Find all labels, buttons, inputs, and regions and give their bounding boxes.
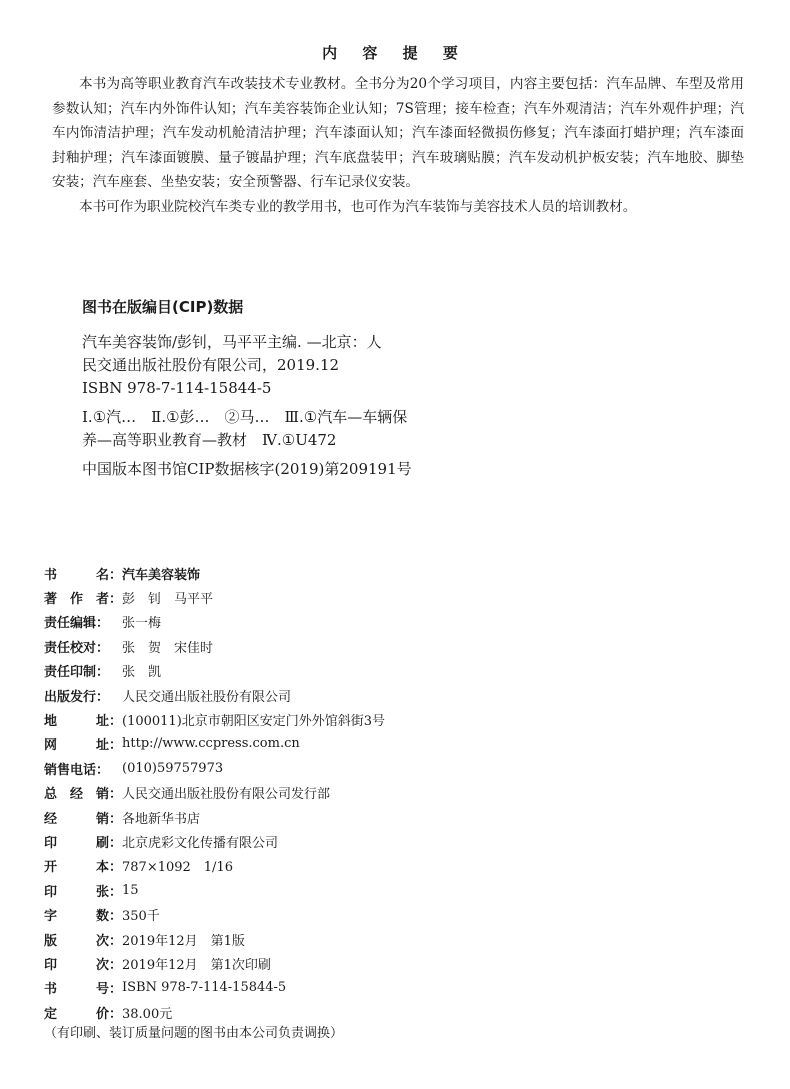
colophon-label-part: 销： (95, 787, 122, 803)
colophon-value: (010)59757973 (122, 760, 224, 776)
colophon-row (44, 756, 744, 780)
colophon-label-part: 价： (95, 1006, 122, 1022)
colophon-table (44, 561, 744, 1024)
colophon-label (44, 759, 122, 778)
colophon-row (44, 927, 744, 951)
colophon-label (44, 905, 122, 924)
colophon-label (44, 832, 122, 851)
colophon-label-part: 责任编辑： (44, 616, 110, 632)
colophon-label-part: 经 (44, 811, 58, 827)
summary-paragraph-2: 本书可作为职业院校汽车类专业的教学用书，也可作为汽车装饰与美容技术人员的培训教材。 (79, 198, 637, 215)
replacement-note: （有印刷、装订质量问题的图书由本公司负责调换） (44, 1026, 344, 1041)
colophon-value: 350千 (122, 909, 160, 925)
summary-title: 内 容 提 要 (322, 44, 468, 62)
colophon-label-part: 作 (69, 592, 83, 608)
colophon-label-part: 次： (95, 933, 122, 949)
cip-line-2: 民交通出版社股份有限公司，2019.12 (82, 356, 340, 374)
colophon-label-part: 张： (95, 884, 122, 900)
colophon-row (44, 902, 744, 926)
colophon-row (44, 683, 744, 707)
colophon-label-part: 书 (44, 982, 58, 998)
colophon-label-part: 者： (95, 592, 122, 608)
colophon-row (44, 854, 744, 878)
colophon-value: 张 凯 (122, 665, 162, 681)
cip-record-number: 中国版本图书馆CIP数据核字(2019)第209191号 (82, 460, 412, 478)
colophon-label-part: 址： (95, 738, 122, 754)
colophon-value: (100011)北京市朝阳区安定门外外馆斜街3号 (122, 714, 386, 730)
colophon-value: 38.00元 (122, 1006, 173, 1022)
colophon-label-part: 地 (44, 714, 58, 730)
cip-isbn: ISBN 978-7-114-15844-5 (82, 379, 272, 397)
colophon-label (44, 978, 122, 997)
colophon-label-part: 责任校对： (44, 640, 110, 656)
summary-paragraph-1: 本书为高等职业教育汽车改装技术专业教材。全书分为20个学习项目，内容主要包括：汽车品牌、车型及常用参数认知；汽车内外饰件认知；汽车美容装饰企业认知；7S管理；接车检查；汽车外观清洁；汽车外观件护理；汽车内饰清洁护理；汽车发动机舱清洁护理；汽车漆面认知；汽车漆面轻微损伤修复；汽车漆面打蜡护理；汽车漆面封釉护理；汽车漆面镀膜、量子镀晶护理；汽车底盘装甲；汽车玻璃贴膜；汽车发动机护板安装；汽车地胶、脚垫安装；汽车座套、坐垫安装；安全预警器、行车记录仪安装。 (52, 76, 744, 191)
colophon-label (44, 734, 122, 753)
colophon-label-part: 定 (44, 1006, 58, 1022)
colophon-label (44, 686, 122, 705)
colophon-label-part: 印 (44, 884, 58, 900)
colophon-value: 15 (122, 882, 139, 898)
colophon-value: 汽车美容装饰 (122, 567, 201, 583)
colophon-row (44, 781, 744, 805)
colophon-row (44, 976, 744, 1000)
colophon-label-part: 次： (95, 957, 122, 973)
colophon-row (44, 1000, 744, 1024)
colophon-label-part: 刷： (95, 835, 122, 851)
cip-heading: 图书在版编目(CIP)数据 (82, 298, 244, 316)
colophon-row (44, 634, 744, 658)
colophon-label (44, 808, 122, 827)
colophon-label (44, 661, 122, 680)
colophon-value: 北京虎彩文化传播有限公司 (122, 835, 279, 851)
colophon-row (44, 951, 744, 975)
colophon-value: 人民交通出版社股份有限公司发行部 (122, 787, 331, 803)
colophon-label-part: 书 (44, 567, 58, 583)
colophon-label (44, 954, 122, 973)
colophon-label (44, 637, 122, 656)
cip-line-1: 汽车美容装饰/彭钊，马平平主编. —北京：人 (82, 333, 382, 351)
colophon-label-part: 责任印制： (44, 665, 110, 681)
colophon-row (44, 878, 744, 902)
colophon-row (44, 561, 744, 585)
colophon-value: 787×1092 1/16 (122, 860, 233, 876)
colophon-label-part: 字 (44, 909, 58, 925)
colophon-label-part: 印 (44, 957, 58, 973)
colophon-label-part: 本： (95, 860, 122, 876)
colophon-label-part: 数： (95, 909, 122, 925)
colophon-label (44, 783, 122, 802)
colophon-label (44, 588, 122, 607)
colophon-label-part: 总 (44, 787, 58, 803)
colophon-label-part: 经 (69, 787, 83, 803)
colophon-value: 2019年12月 第1次印刷 (122, 957, 271, 973)
colophon-label-part: 印 (44, 835, 58, 851)
summary-block (52, 72, 744, 220)
cip-classification-2: 养—高等职业教育—教材 Ⅳ.①U472 (82, 431, 337, 449)
colophon-label (44, 1003, 122, 1022)
colophon-value: 张 贺 宋佳时 (122, 640, 214, 656)
cip-classification-1: Ⅰ.①汽… Ⅱ.①彭… ②马… Ⅲ.①汽车—车辆保 (82, 408, 408, 426)
colophon-value: 2019年12月 第1版 (122, 933, 245, 949)
colophon-label (44, 612, 122, 631)
colophon-row (44, 659, 744, 683)
colophon-row (44, 585, 744, 609)
colophon-value: 彭 钊 马平平 (122, 592, 214, 608)
colophon-label (44, 564, 122, 583)
colophon-label-part: 名： (95, 567, 122, 583)
colophon-label-part: 销售电话： (44, 762, 110, 778)
colophon-value: 人民交通出版社股份有限公司 (122, 689, 292, 705)
colophon-label-part: 网 (44, 738, 58, 754)
colophon-label (44, 930, 122, 949)
colophon-value: 张一梅 (122, 616, 162, 632)
colophon-label-part: 开 (44, 860, 58, 876)
colophon-label-part: 版 (44, 933, 58, 949)
colophon-row (44, 610, 744, 634)
colophon-label-part: 号： (95, 982, 122, 998)
colophon-value: http://www.ccpress.com.cn (122, 736, 300, 752)
colophon-label (44, 856, 122, 875)
colophon-label-part: 销： (95, 811, 122, 827)
colophon-label-part: 著 (44, 592, 58, 608)
colophon-label-part: 出版发行： (44, 689, 110, 705)
colophon-label (44, 881, 122, 900)
colophon-label (44, 710, 122, 729)
colophon-value: 各地新华书店 (122, 811, 201, 827)
colophon-value: ISBN 978-7-114-15844-5 (122, 980, 287, 996)
colophon-row (44, 707, 744, 731)
colophon-row (44, 829, 744, 853)
colophon-row (44, 805, 744, 829)
colophon-row (44, 732, 744, 756)
colophon-label-part: 址： (95, 714, 122, 730)
cip-record (82, 331, 522, 481)
